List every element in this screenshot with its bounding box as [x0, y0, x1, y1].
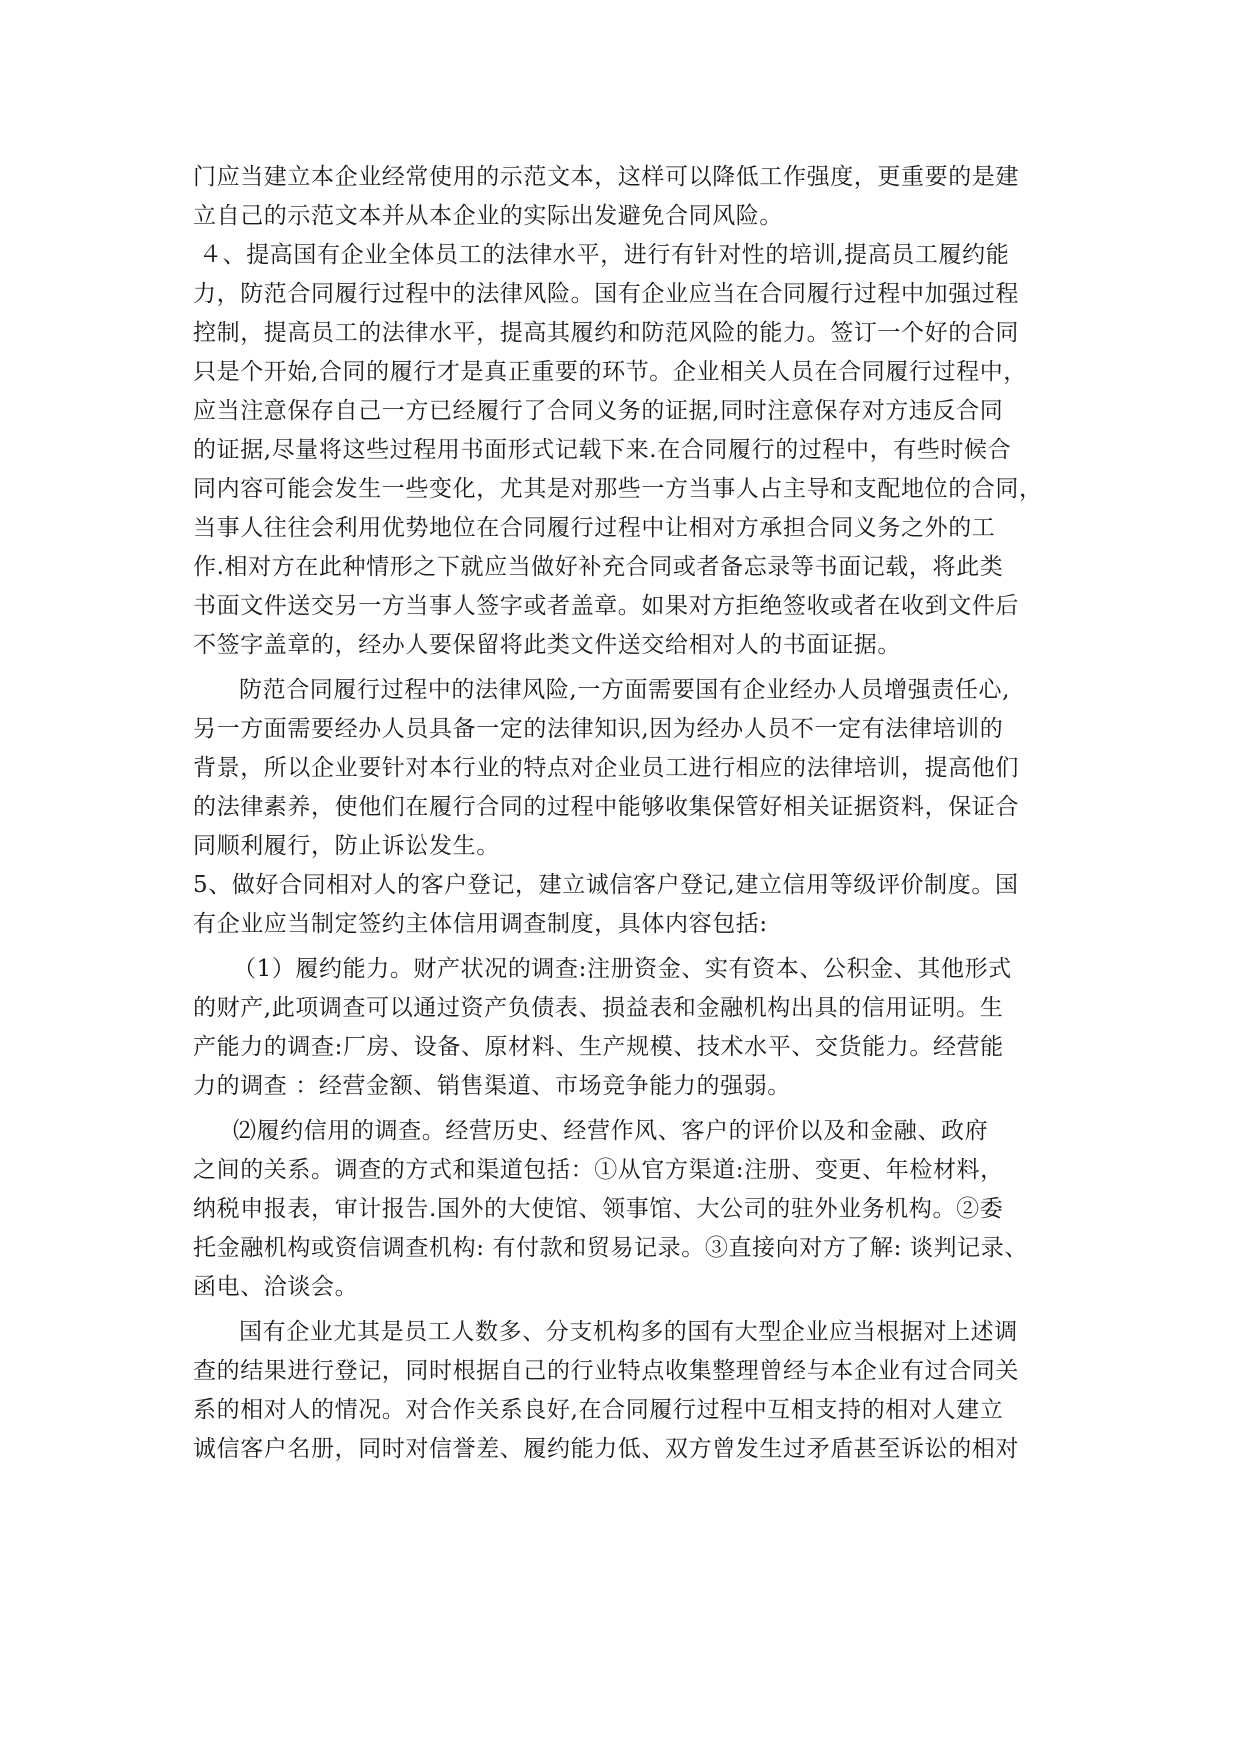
text-line: 的证据,尽量将这些过程用书面形式记载下来.在合同履行的过程中，有些时候合 [193, 437, 1012, 463]
text-line: 同内容可能会发生一些变化，尤其是对那些一方当事人占主导和支配地位的合同， [193, 476, 1043, 502]
text-line: 诚信客户名册，同时对信誉差、履约能力低、双方曾发生过矛盾甚至诉讼的相对 [193, 1436, 1019, 1462]
text-line: 5、做好合同相对人的客户登记，建立诚信客户登记,建立信用等级评价制度。国 [193, 872, 1019, 898]
text-line: 门应当建立本企业经常使用的示范文本，这样可以降低工作强度，更重要的是建 [193, 164, 1019, 190]
text-line: ４、提高国有企业全体员工的法律水平，进行有针对性的培训,提高员工履约能 [199, 242, 1010, 268]
text-line: 控制，提高员工的法律水平，提高其履约和防范风险的能力。签订一个好的合同 [193, 320, 1019, 346]
text-line: ⑵履约信用的调查。经营历史、经营作风、客户的评价以及和金融、政府 [233, 1118, 989, 1144]
text-line: 之间的关系。调查的方式和渠道包括：①从官方渠道:注册、变更、年检材料， [193, 1157, 1004, 1183]
text-line: 当事人往往会利用优势地位在合同履行过程中让相对方承担合同义务之外的工 [193, 515, 996, 541]
text-line: 防范合同履行过程中的法律风险,一方面需要国有企业经办人员增强责任心, [239, 677, 1011, 703]
text-line: 国有企业尤其是员工人数多、分支机构多的国有大型企业应当根据对上述调 [239, 1319, 1018, 1345]
text-line: 托金融机构或资信调查机构: 有付款和贸易记录。③直接向对方了解: 谈判记录、 [193, 1235, 1028, 1261]
text-line: 立自己的示范文本并从本企业的实际出发避免合同风险。 [193, 203, 783, 229]
text-line: 的法律素养，使他们在履行合同的过程中能够收集保管好相关证据资料，保证合 [193, 794, 1019, 820]
text-line: 的财产,此项调查可以通过资产负债表、损益表和金融机构出具的信用证明。生 [193, 995, 1004, 1021]
text-line: 不签字盖章的，经办人要保留将此类文件送交给相对人的书面证据。 [193, 632, 901, 658]
text-line: 纳税申报表，审计报告.国外的大使馆、领事馆、大公司的驻外业务机构。②委 [193, 1196, 1004, 1222]
text-line: 背景，所以企业要针对本行业的特点对企业员工进行相应的法律培训，提高他们 [193, 755, 1019, 781]
text-line: 力的调查 ：经营金额、销售渠道、市场竞争能力的强弱。 [193, 1073, 791, 1099]
text-line: 产能力的调查:厂房、设备、原材料、生产规模、技术水平、交货能力。经营能 [193, 1034, 1004, 1060]
text-line: 力，防范合同履行过程中的法律风险。国有企业应当在合同履行过程中加强过程 [193, 281, 1019, 307]
text-line: 有企业应当制定签约主体信用调查制度，具体内容包括: [193, 911, 768, 937]
text-line: 作.相对方在此种情形之下就应当做好补充合同或者备忘录等书面记载，将此类 [193, 554, 1004, 580]
text-line: 书面文件送交另一方当事人签字或者盖章。如果对方拒绝签收或者在收到文件后 [193, 593, 1019, 619]
text-line: 函电、洽谈会。 [193, 1274, 359, 1300]
text-line: （1）履约能力。财产状况的调查:注册资金、实有资本、公积金、其他形式 [233, 956, 1012, 982]
text-line: 系的相对人的情况。对合作关系良好,在合同履行过程中互相支持的相对人建立 [193, 1397, 1004, 1423]
text-line: 另一方面需要经办人员具备一定的法律知识,因为经办人员不一定有法律培训的 [193, 716, 1004, 742]
text-line: 应当注意保存自己一方已经履行了合同义务的证据,同时注意保存对方违反合同 [193, 398, 1004, 424]
text-line: 只是个开始,合同的履行才是真正重要的环节。企业相关人员在合同履行过程中， [193, 359, 1027, 385]
text-line: 查的结果进行登记，同时根据自己的行业特点收集整理曾经与本企业有过合同关 [193, 1358, 1019, 1384]
document-body [193, 158, 1057, 1469]
text-line: 同顺利履行，防止诉讼发生。 [193, 833, 500, 859]
